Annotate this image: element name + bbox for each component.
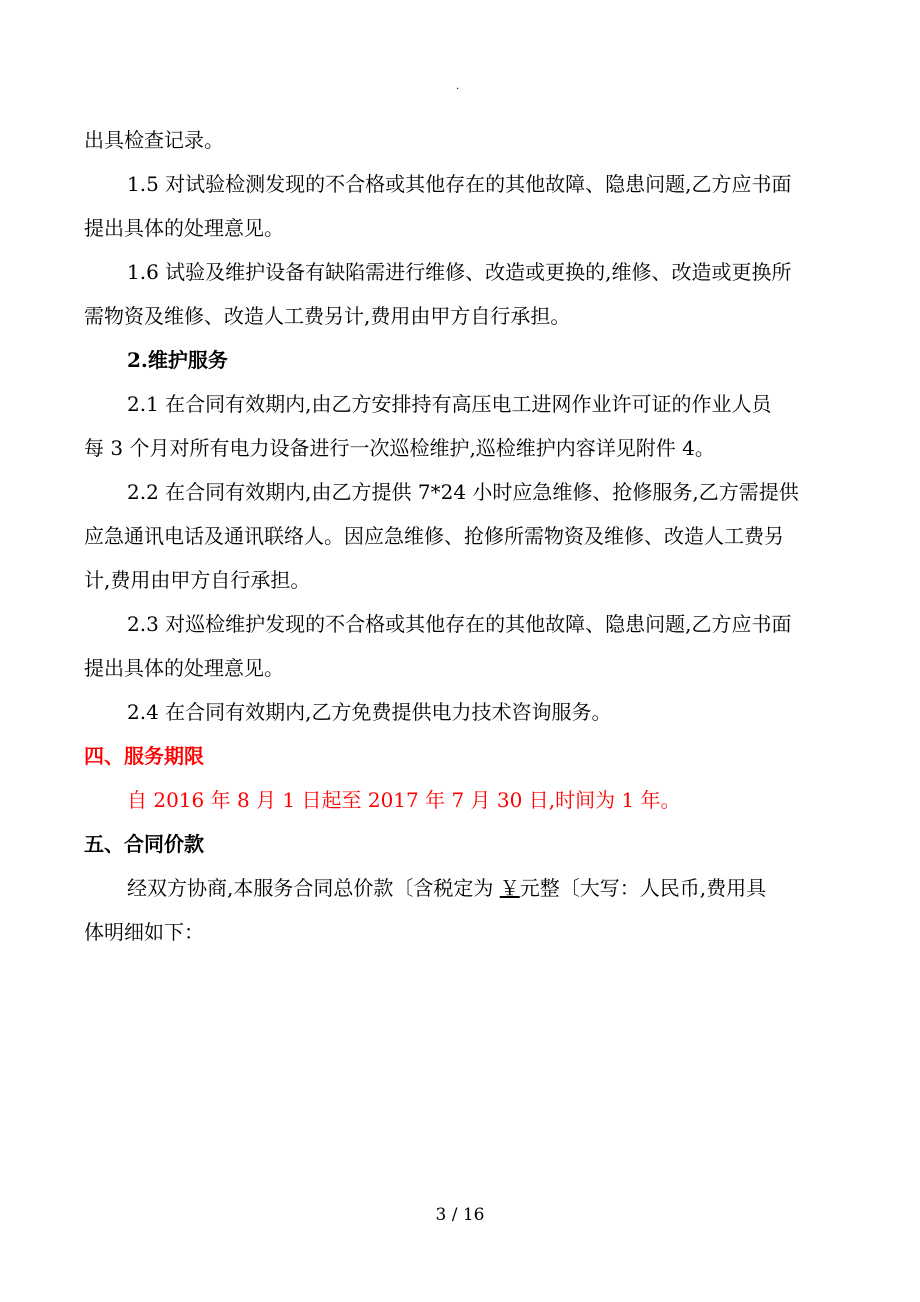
paragraph-line: 1.6 试验及维护设备有缺陷需进行维修、改造或更换的,维修、改造或更换所 [127,260,792,284]
price-text-before: 经双方协商,本服务合同总价款〔含税定为 [127,876,500,900]
paragraph-line: 计,费用由甲方自行承担。 [84,568,311,592]
section-heading-service-period: 四、服务期限 [84,744,204,768]
section-heading-contract-price: 五、合同价款 [84,832,204,856]
page-number: 3 / 16 [435,1205,485,1225]
paragraph-line: 需物资及维修、改造人工费另计,费用由甲方自行承担。 [84,304,571,328]
paragraph-line [84,866,844,910]
price-text-after: 元整〔大写：人民币,费用具 [519,876,767,900]
paragraph-line: 2.4 在合同有效期内,乙方免费提供电力技术咨询服务。 [127,700,612,724]
subsection-heading: 2.维护服务 [127,348,228,372]
paragraph-line: 2.2 在合同有效期内,由乙方提供 7*24 小时应急维修、抢修服务,乙方需提供 [127,480,799,504]
paragraph-line: 体明细如下： [84,920,204,944]
paragraph-line: 2.1 在合同有效期内,由乙方安排持有高压电工进网作业许可证的作业人员 [127,392,772,416]
paragraph-line: 提出具体的处理意见。 [84,656,284,680]
paragraph-line: 1.5 对试验检测发现的不合格或其他存在的其他故障、隐患问题,乙方应书面 [127,172,792,196]
paragraph-line: 提出具体的处理意见。 [84,216,284,240]
price-currency-symbol: ￥ [499,876,520,900]
paragraph-line: 出具检查记录。 [84,128,224,152]
header-mark: . [456,81,460,92]
service-period-text: 自 2016 年 8 月 1 日起至 2017 年 7 月 30 日,时间为 1 年。 [127,788,681,812]
paragraph-line: 每 3 个月对所有电力设备进行一次巡检维护,巡检维护内容详见附件 4。 [84,436,715,460]
document-body [84,118,844,954]
paragraph-line: 应急通讯电话及通讯联络人。因应急维修、抢修所需物资及维修、改造人工费另 [84,524,784,548]
paragraph-line: 2.3 对巡检维护发现的不合格或其他存在的其他故障、隐患问题,乙方应书面 [127,612,792,636]
